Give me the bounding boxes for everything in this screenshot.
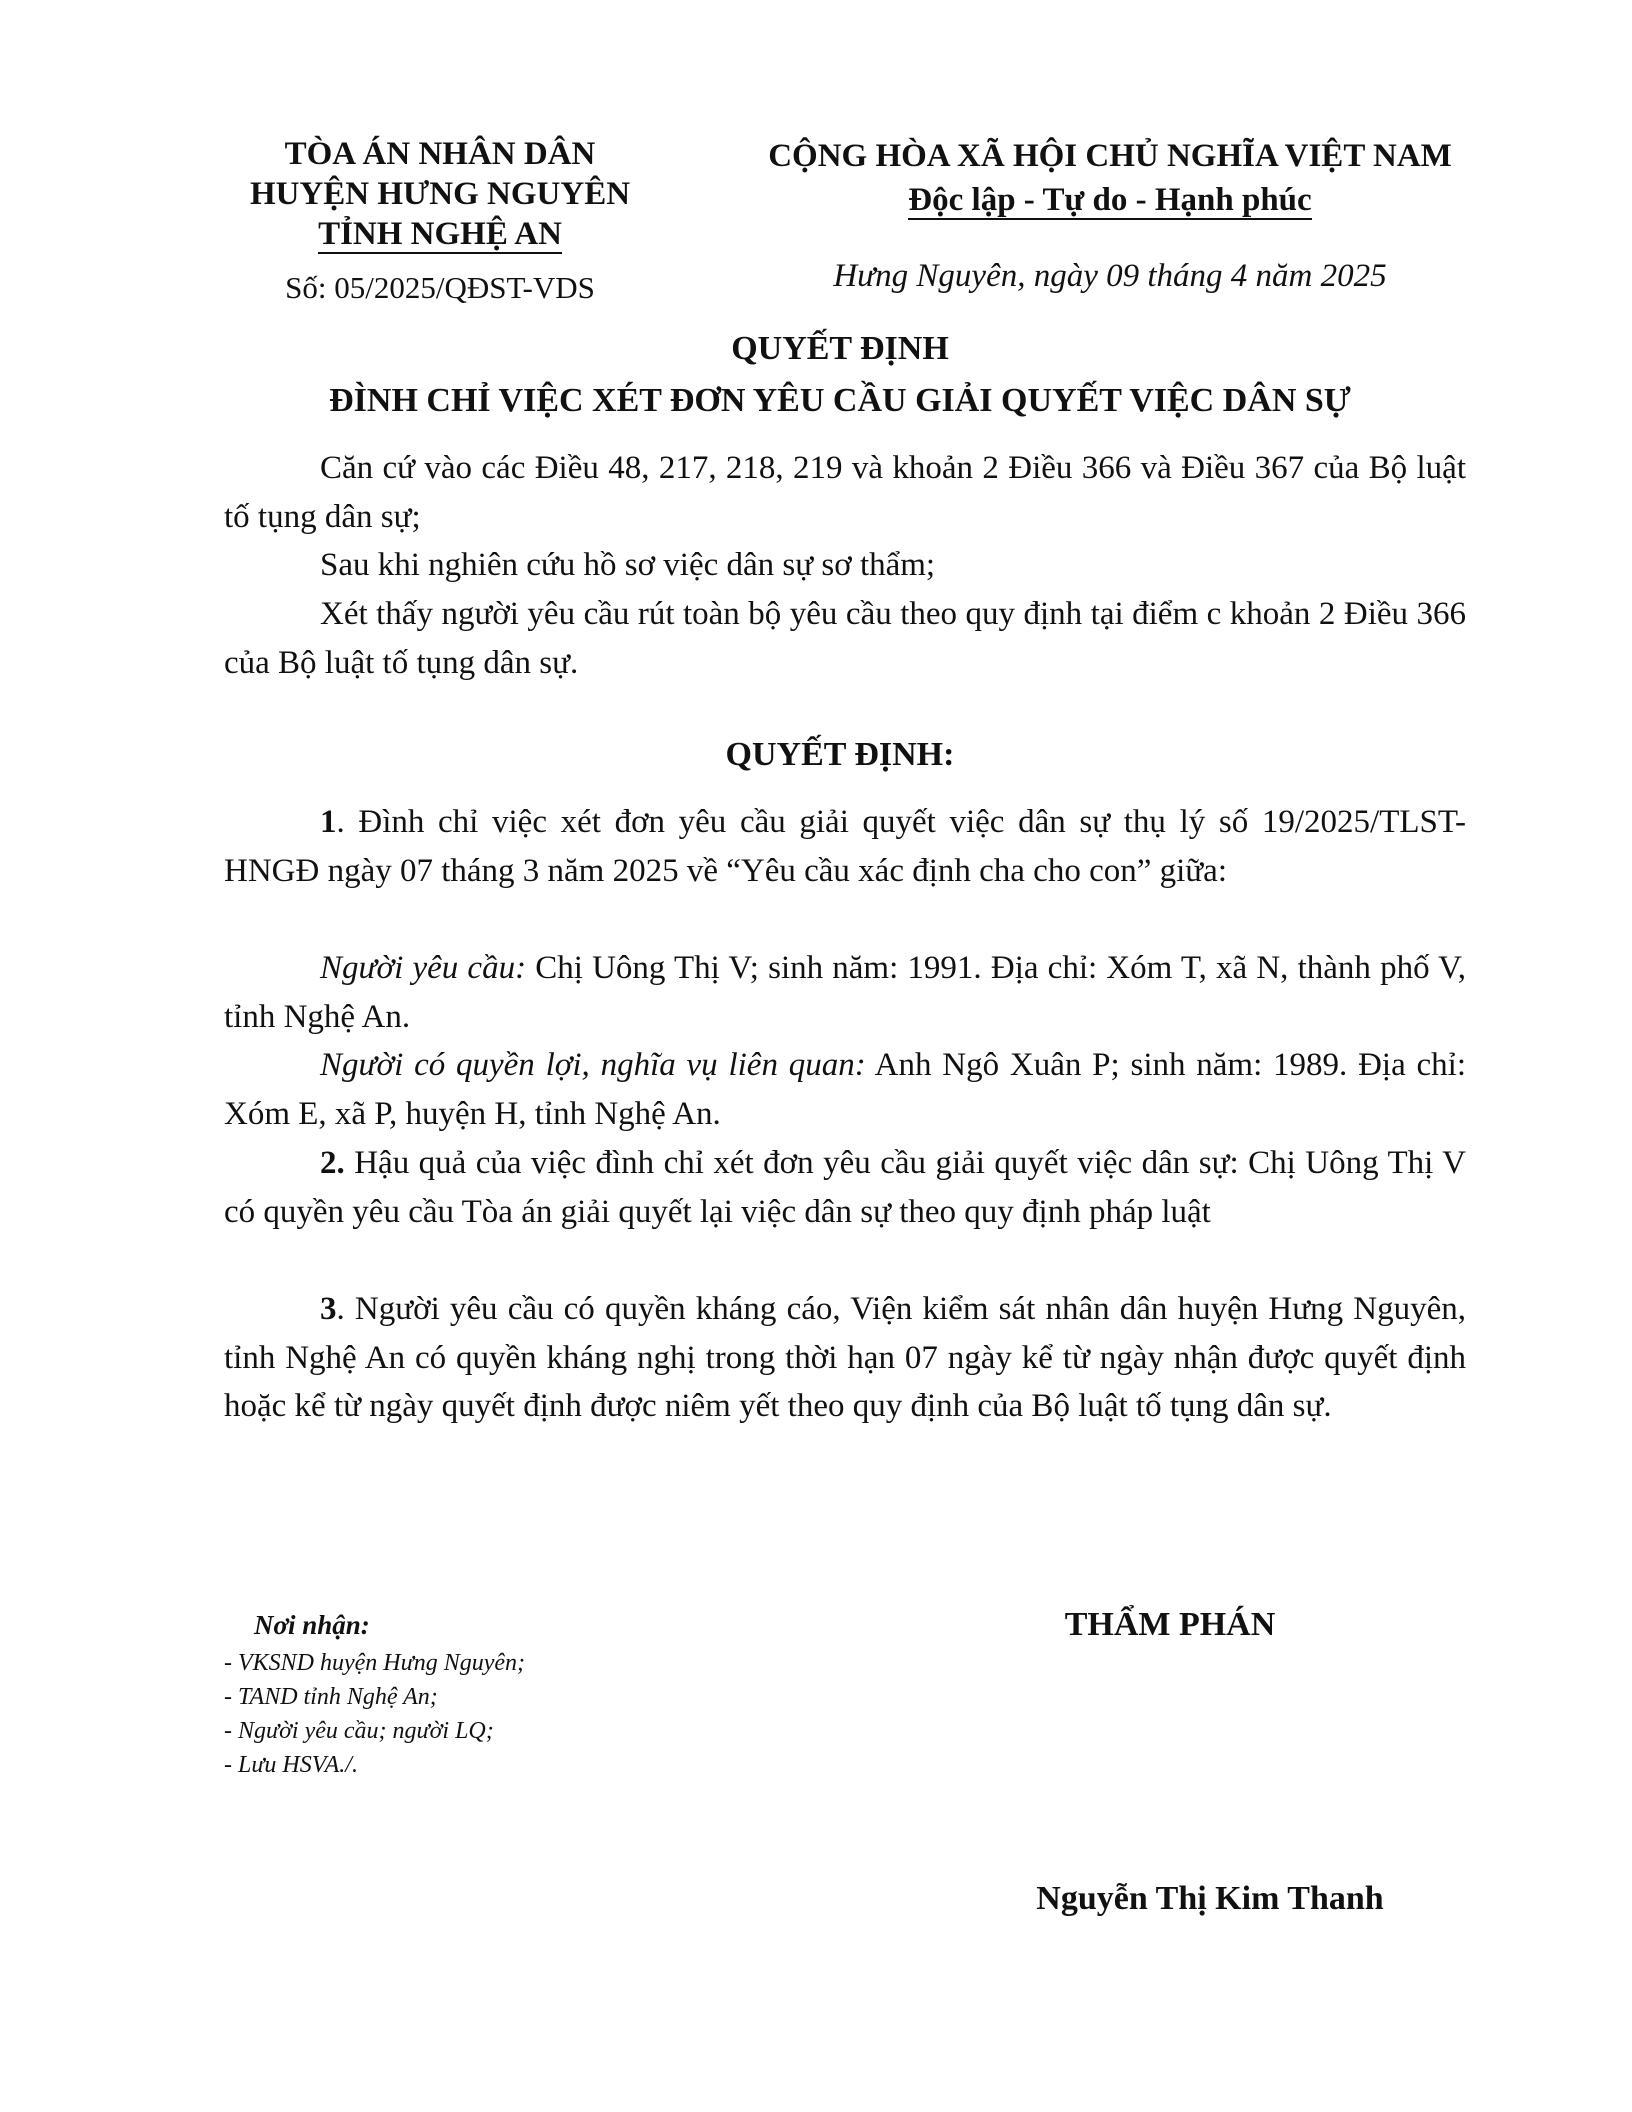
decision-item-3 bbox=[224, 1285, 1466, 1431]
requester-text: Chị Uông Thị V; sinh năm: 1991. Địa chỉ: Xóm T, xã N, thành phố V, tỉnh Nghệ An. bbox=[224, 950, 1466, 1035]
national-motto: Độc lập - Tự do - Hạnh phúc bbox=[908, 182, 1312, 218]
related-party-text: Anh Ngô Xuân P; sinh năm: 1989. Địa chỉ: Xóm E, xã P, huyện H, tỉnh Nghệ An. bbox=[224, 1047, 1467, 1132]
court-header bbox=[230, 134, 650, 254]
signer-name: Nguyễn Thị Kim Thanh bbox=[1036, 1880, 1384, 1917]
preamble-finding: Xét thấy người yêu cầu rút toàn bộ yêu cầu theo quy định tại điểm c khoản 2 Điều 366 của Bộ luật tố tụng dân sự. bbox=[224, 596, 1466, 681]
signer-title: THẨM PHÁN bbox=[1064, 1606, 1276, 1643]
related-party-label: Người có quyền lợi, nghĩa vụ liên quan: bbox=[320, 1047, 866, 1083]
recipient-item: - Lưu HSVA./. bbox=[224, 1752, 358, 1778]
recipients-block bbox=[224, 1608, 525, 1782]
decision-item-1 bbox=[224, 798, 1466, 895]
place-date: Hưng Nguyên, ngày 09 tháng 4 năm 2025 bbox=[833, 258, 1387, 294]
national-header bbox=[700, 134, 1520, 222]
preamble-legal-basis: Căn cứ vào các Điều 48, 217, 218, 219 và khoản 2 Điều 366 và Điều 367 của Bộ luật tố tụng dân sự; bbox=[224, 450, 1466, 535]
court-name-line2: HUYỆN HƯNG NGUYÊN bbox=[249, 176, 631, 212]
document-subtitle: ĐÌNH CHỈ VIỆC XÉT ĐƠN YÊU CẦU GIẢI QUYẾT VIỆC DÂN SỰ bbox=[329, 382, 1351, 419]
item-3-number: 3 bbox=[320, 1291, 337, 1327]
court-name-line1: TÒA ÁN NHÂN DÂN bbox=[284, 136, 596, 172]
court-name-line3: TỈNH NGHỆ AN bbox=[318, 216, 562, 252]
item-1-number: 1 bbox=[320, 804, 337, 840]
requester-label: Người yêu cầu: bbox=[320, 950, 527, 986]
recipients-title: Nơi nhận: bbox=[254, 1610, 370, 1640]
item-1-text: . Đình chỉ việc xét đơn yêu cầu giải quyết việc dân sự thụ lý số 19/2025/TLST-HNGĐ ngày 07 tháng 3 năm 2025 về “Yêu cầu xác định cha cho con” giữa: bbox=[224, 804, 1466, 889]
item-2-text: Hậu quả của việc đình chỉ xét đơn yêu cầu giải quyết việc dân sự: Chị Uông Thị V có quyền yêu cầu Tòa án giải quyết lại việc dân sự theo quy định pháp luật bbox=[224, 1145, 1466, 1230]
recipient-item: - TAND tỉnh Nghệ An; bbox=[224, 1684, 438, 1710]
document-title: QUYẾT ĐỊNH bbox=[731, 330, 949, 367]
related-party-paragraph bbox=[224, 1041, 1466, 1138]
decision-item-2 bbox=[224, 1139, 1466, 1236]
nation-name: CỘNG HÒA XÃ HỘI CHỦ NGHĨA VIỆT NAM bbox=[768, 138, 1452, 174]
preamble-review: Sau khi nghiên cứu hồ sơ việc dân sự sơ thẩm; bbox=[320, 547, 936, 583]
recipient-item: - Người yêu cầu; người LQ; bbox=[224, 1718, 494, 1744]
recipient-item: - VKSND huyện Hưng Nguyên; bbox=[224, 1650, 526, 1676]
decision-heading: QUYẾT ĐỊNH: bbox=[725, 736, 955, 773]
requester-paragraph bbox=[224, 944, 1466, 1041]
item-3-text: . Người yêu cầu có quyền kháng cáo, Viện kiểm sát nhân dân huyện Hưng Nguyên, tỉnh Nghệ An có quyền kháng nghị trong thời hạn 07 ngày kể từ ngày nhận được quyết định hoặc kể từ ngày quyết định được niêm yết theo quy định của Bộ luật tố tụng dân sự. bbox=[224, 1291, 1466, 1425]
item-2-number: 2. bbox=[320, 1145, 345, 1181]
document-number: Số: 05/2025/QĐST-VDS bbox=[285, 270, 595, 305]
